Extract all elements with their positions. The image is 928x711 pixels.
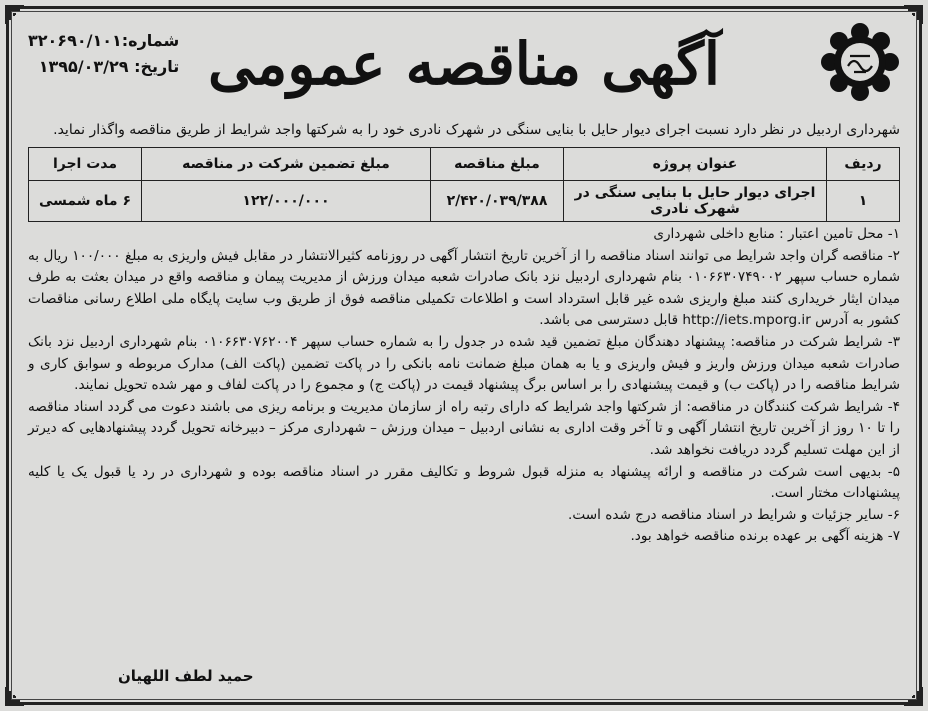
column-header: مبلغ تضمین شرکت در مناقصه [142,148,431,181]
column-header: مدت اجرا [29,148,142,181]
term-item: ۶- سایر جزئیات و شرایط در اسناد مناقصه درج شده است. [568,506,900,523]
notice-content [28,18,900,697]
terms-list [28,224,900,548]
term-item: ۷- هزینه آگهی بر عهده برنده مناقصه خواهد بود. [630,528,900,545]
term-item: ۲- مناقصه گران واجد شرایط می توانند اسناد مناقصه را از آخرین تاریخ انتشار آگهی در روزنامه کثیرالانتشار در مقابل فیش واریزی به مبلغ ۱۰۰/۰۰۰ ریال به شماره حساب سپهر ۰۱۰۶۶۳۰۷۴۹۰۰۲ بنام شهرداری اردبیل نزد بانک صادرات شعبه میدان ورزش از مدیریت پیمان و مناقصه واقع در میدان بعثت به طرف میدان ایثار خریداری کنند مبلغ واریزی شده غیر قابل استرداد است و اطلاعات تکمیلی مناقصه فوق از طریق وب سایت پایگاه ملی اطلاع رسانی مناقصات کشور به آدرس http://iets.mporg.ir قابل دسترسی می باشد. [28,247,900,329]
intro-paragraph: شهرداری اردبیل در نظر دارد نسبت اجرای دیوار حایل با بنایی سنگی در شهرک نادری خود را به شرکتها واجد شرایط از طریق مناقصه واگذار نماید. [53,122,900,138]
table-cell: ۲/۴۲۰/۰۳۹/۳۸۸ [431,181,564,222]
project-table [28,147,900,222]
table-header-row [29,148,900,181]
term-item: ۴- شرایط شرکت کنندگان در مناقصه: از شرکتها واجد شرایط که دارای رتبه راه از سازمان مدیریت و برنامه ریزی می باشند دعوت می گردد اسناد مناقصه را تا ۱۰ روز از آخرین تاریخ انتشار آگهی و تا آخر وقت اداری به نشانی اردبیل – میدان ورزش – شهرداری مرکز – دبیرخانه تحویل گردد پیشنهادهایی که دیرتر از این مهلت تسلیم گردد دریافت نخواهد شد. [28,398,900,458]
corner-ornament-icon [4,685,26,707]
notice-header [28,18,900,123]
table-cell: ۶ ماه شمسی [29,181,142,222]
signature: حمید لطف اللهیان [118,667,254,685]
notice-number: شماره:۳۲۰۶۹۰/۱۰۱ [28,31,180,50]
column-header: ردیف [827,148,900,181]
notice-meta [28,28,179,80]
table-row [29,181,900,222]
corner-ornament-icon [4,4,26,26]
term-item: ۵- بدیهی است شرکت در مناقصه و ارائه پیشنهاد به منزله قبول شروط و تکالیف مقرر در اسناد مناقصه بوده و شهرداری در رد یا قبول یک یا کلیه پیشنهادات مختار است. [28,463,900,502]
website-link: http://iets.mporg.ir [682,312,811,329]
term-item: ۳- شرایط شرکت در مناقصه: پیشنهاد دهندگان مبلغ تضمین قید شده در جدول را به شماره حساب سپهر ۰۱۰۶۶۳۰۷۶۲۰۰۴ بنام شهرداری اردبیل نزد بانک صادرات شعبه میدان ورزش واریز و فیش واریزی و یا به همان مبلغ ضمانت نامه بانکی را در پاکت تضمین (پاکت الف) مدارک مربوطه و سوابق کاری و شرایط مناقصه را در (پاکت ب) و قیمت پیشنهادی را بر اساس برگ پیشنهاد قیمت در (پاکت ج) و مجموع را در پاکت لفاف و مهر شده تحویل نمایند. [28,333,900,394]
corner-ornament-icon [902,685,924,707]
page-title: آگهی مناقصه عمومی [207,30,721,98]
term-item: ۱- محل تامین اعتبار : منابع داخلی شهرداری [653,226,900,242]
table-cell: ۱۲۲/۰۰۰/۰۰۰ [142,181,431,222]
table-cell: ۱ [827,181,900,222]
column-header: عنوان پروژه [564,148,827,181]
corner-ornament-icon [902,4,924,26]
column-header: مبلغ مناقصه [431,148,564,181]
notice-date: تاریخ: ۱۳۹۵/۰۳/۲۹ [38,57,180,76]
table-cell: اجرای دیوار حایل با بنایی سنگی در شهرک نادری [564,181,827,222]
